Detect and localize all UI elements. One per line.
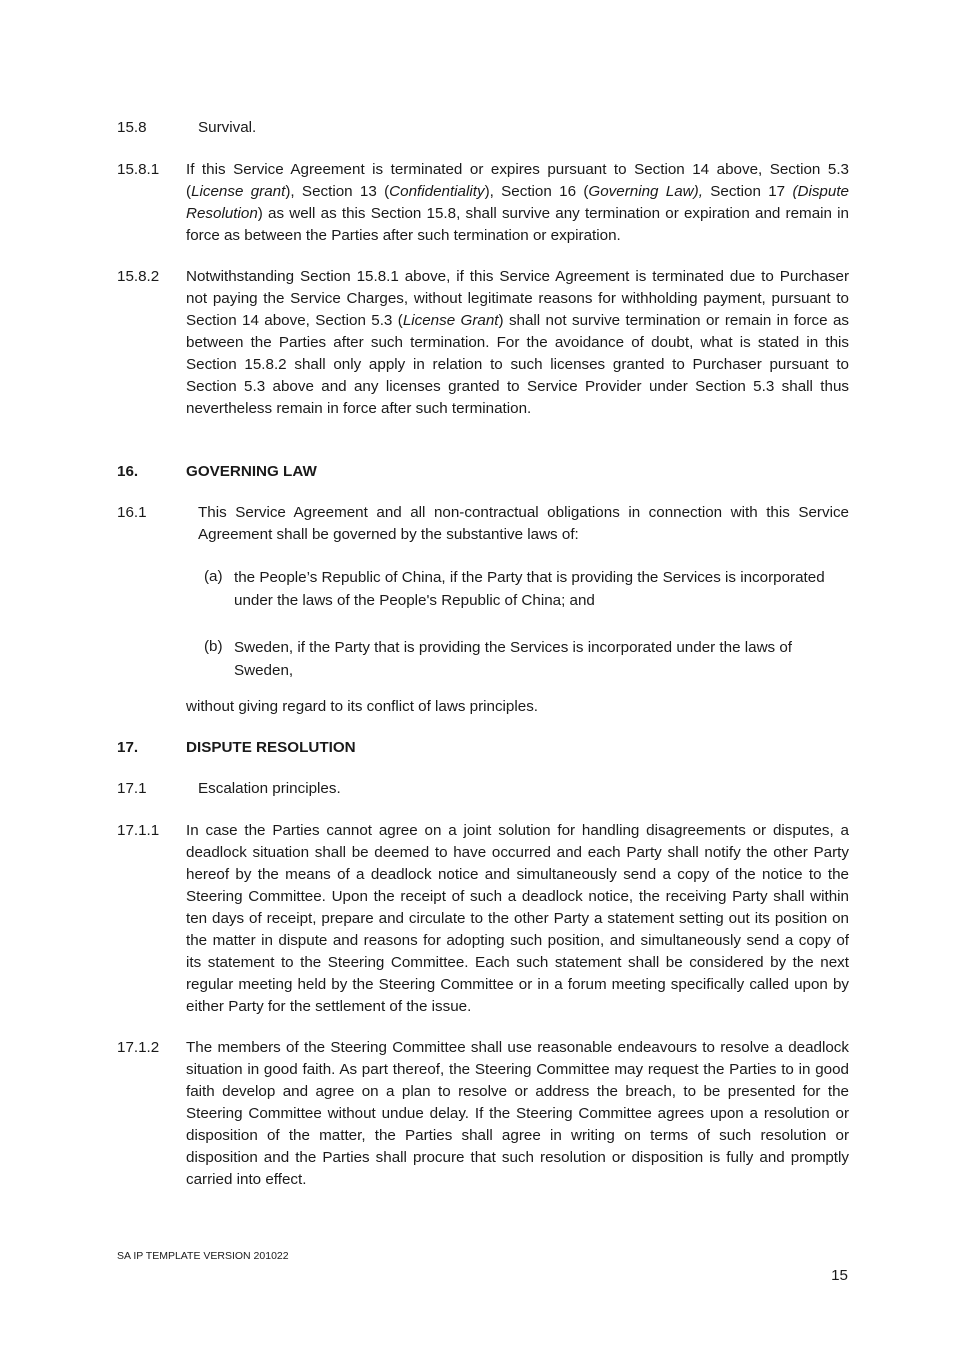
section-paragraph: The members of the Steering Committee shall use reasonable endeavours to resolve a deadlock situation in good faith. As part thereof, the Steering Committee may request the Parties to in good faith develop and agree on a plan to resolve or address the breach, to be presented for the Steering Committee without undue delay. If the Steering Committee agrees upon a resolution or disposition of the matter, the Parties shall agree in writing on terms of such resolution or disposition and the Parties shall procure that such resolution or disposition is fully and promptly carried into effect. [186,1039,849,1188]
section-paragraph: In case the Parties cannot agree on a joint solution for handling disagreements or disputes, a deadlock situation shall be deemed to have occurred and each Party shall notify the other Party hereof by the means of a deadlock notice and simultaneously send a copy of the notice to the Steering Committee. Upon the receipt of such a deadlock notice, the receiving Party shall within ten days of receipt, prepare and circulate to the other Party a statement setting out its position on the matter in dispute and reasons for adopting such position, and simultaneously send a copy of its statement to the Steering Committee. Each such statement shall be considered by the next regular meeting held by the Steering Committee or in a forum meeting specifically called upon by either Party for the settlement of the issue. [186,822,849,1015]
section-number: 15.8.2 [117,268,160,285]
closing-text: without giving regard to its conflict of laws principles. [186,698,539,715]
section-title: GOVERNING LAW [186,463,317,480]
section-title: DISPUTE RESOLUTION [186,739,356,756]
section-title: Escalation principles. [198,780,341,797]
section-title: Survival. [198,119,257,136]
paragraph-text: ), Section 13 ( [285,183,390,200]
list-item-text: Sweden, if the Party that is providing the Services is incorporated under the laws of Sweden, [234,639,793,679]
paragraph-text: ), Section 16 ( [484,183,589,200]
paragraph-text: ) shall not survive termination or remain in force as between the Parties after such termination. For the avoidance of doubt, what is stated in this Section 15.8.2 shall only apply in relation to such licenses granted to Purchaser pursuant to Section 5.3 above and any licenses granted to Service Provider under Section 5.3 shall thus nevertheless remain in force after such termination. [186,312,849,417]
section-number: 16.1 [117,504,147,521]
footer-template-version: SA IP TEMPLATE VERSION 201022 [117,1250,289,1262]
section-number: 16. [117,463,139,480]
italic-term: Confidentiality [389,183,485,200]
page-number: 15 [831,1267,848,1284]
list-item-label: (a) [204,568,223,585]
list-item-text: the People’s Republic of China, if the Party that is providing the Services is incorporated under the laws of the People's Republic of China; and [234,569,825,609]
italic-term: License grant [191,183,286,200]
section-number: 15.8 [117,119,147,136]
italic-term: Governing Law), [588,183,703,200]
paragraph-text: If this Service Agreement is terminated or expires pursuant to Section 14 above, Section 5.3 ( [186,161,849,200]
paragraph-text: Section 17 [702,183,793,200]
section-paragraph [186,159,849,247]
section-number: 17.1 [117,780,147,797]
section-paragraph [186,266,849,420]
section-number: 17. [117,739,139,756]
section-number: 17.1.2 [117,1039,160,1056]
italic-term: License Grant [402,312,499,329]
list-item-label: (b) [204,638,223,655]
paragraph-text: ) as well as this Section 15.8, shall survive any termination or expiration and remain in force as between the Parties after such termination or expiration. [186,205,849,244]
section-number: 17.1.1 [117,822,160,839]
section-paragraph: This Service Agreement and all non-contractual obligations in connection with this Service Agreement shall be governed by the substantive laws of: [198,504,849,543]
section-number: 15.8.1 [117,161,160,178]
paragraph-text: Notwithstanding Section 15.8.1 above, if this Service Agreement is terminated due to Purchaser not paying the Service Charges, without legitimate reasons for withholding payment, pursuant to Section 14 above, Section 5.3 ( [186,268,849,329]
italic-term: (Dispute Resolution [186,183,849,222]
